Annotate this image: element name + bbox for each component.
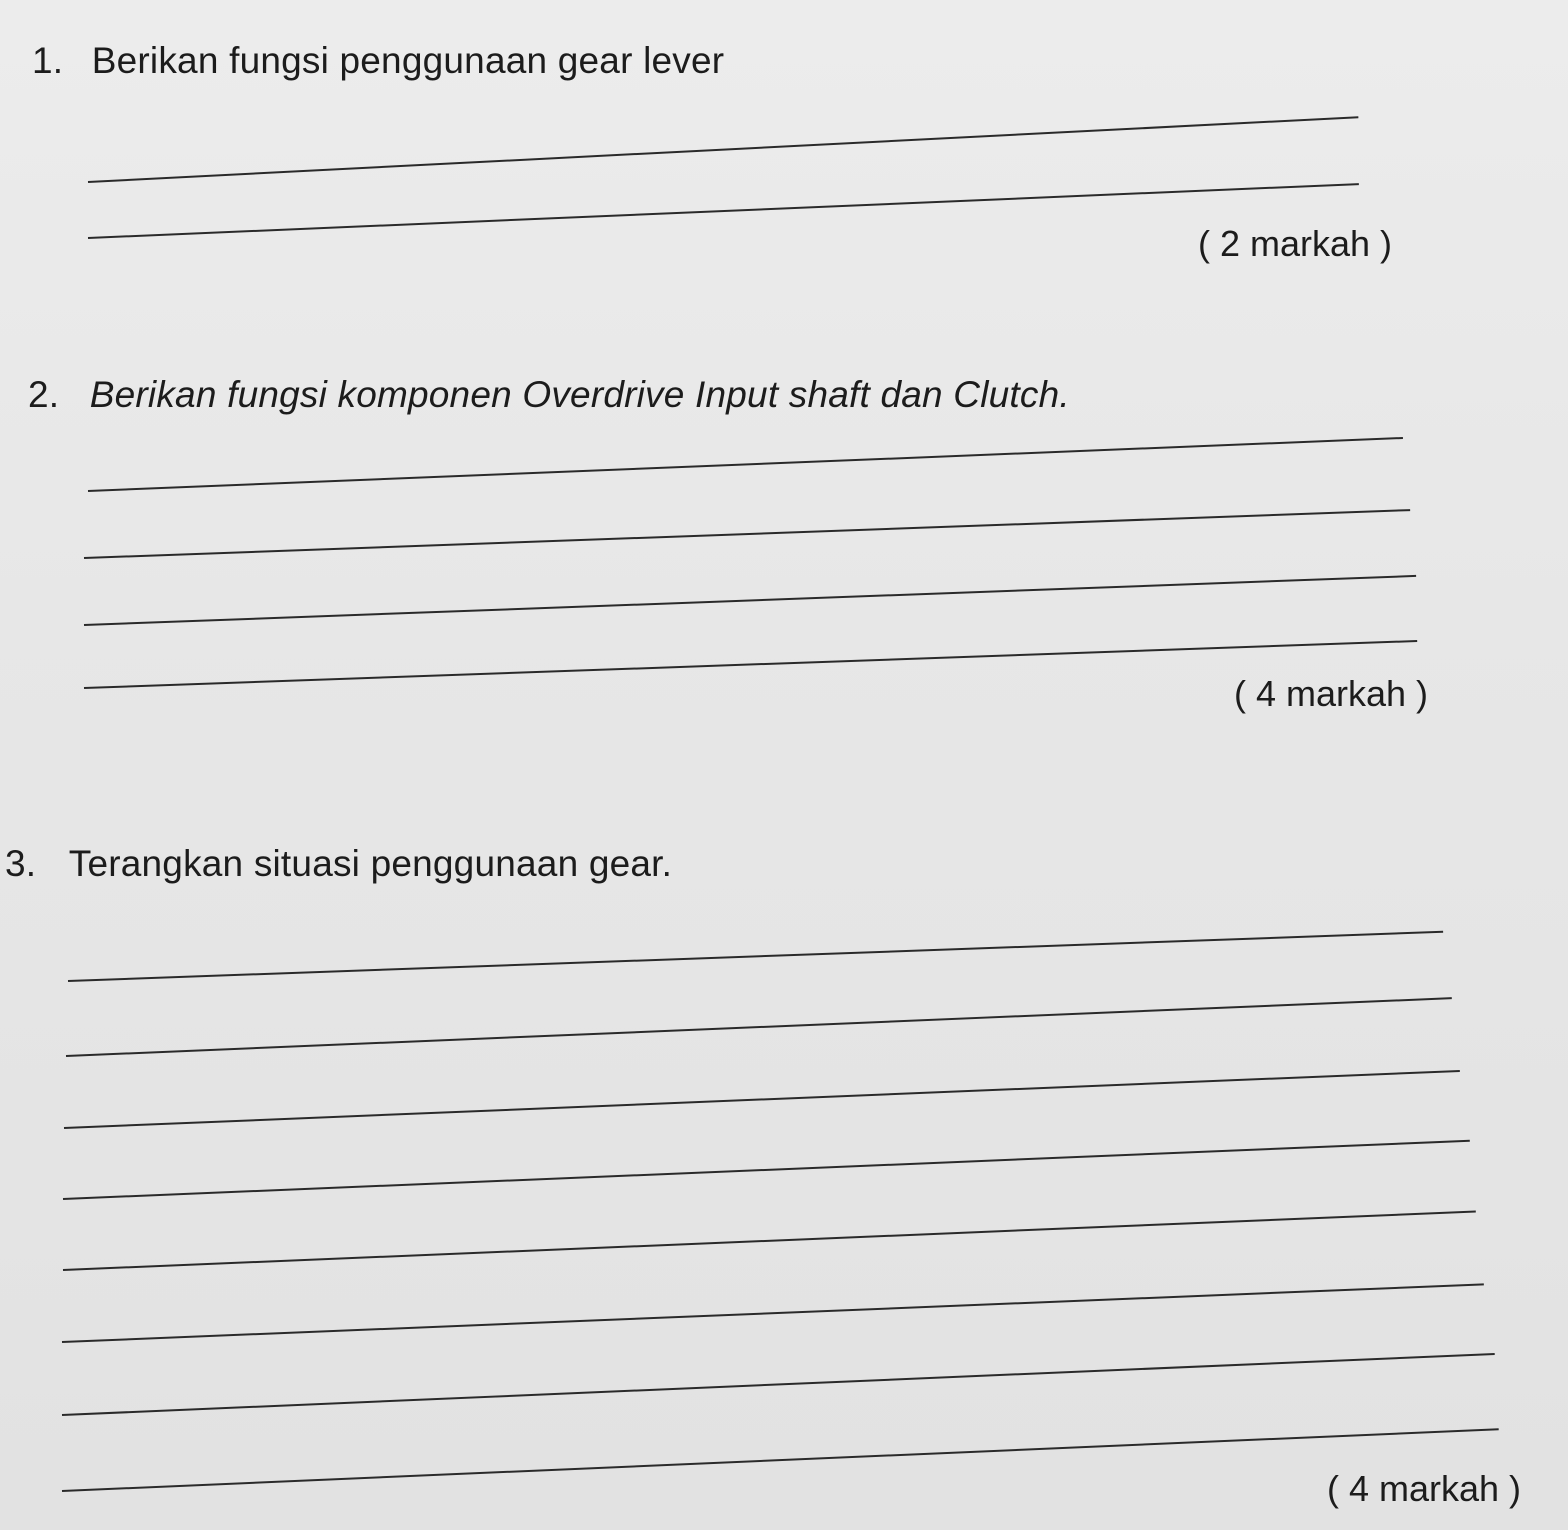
answer-line <box>84 509 1410 559</box>
question-text: Terangkan situasi penggunaan gear. <box>68 843 673 884</box>
marks-label: ( 4 markah ) <box>1327 1468 1522 1509</box>
question-3 <box>5 843 672 885</box>
question-1 <box>32 40 724 82</box>
answer-line <box>88 183 1359 239</box>
answer-line <box>66 997 1452 1057</box>
answer-line <box>62 1353 1495 1416</box>
answer-line <box>84 640 1417 689</box>
answer-line <box>64 1070 1460 1129</box>
question-number: 2. <box>28 374 60 415</box>
answer-line <box>63 1211 1476 1271</box>
marks-label: ( 2 markah ) <box>1198 223 1393 264</box>
question-text: Berikan fungsi komponen Overdrive Input shaft dan Clutch. <box>89 374 1070 415</box>
question-text: Berikan fungsi penggunaan gear lever <box>91 40 725 81</box>
answer-line <box>63 1140 1470 1200</box>
answer-line <box>62 1428 1499 1492</box>
marks-label: ( 4 markah ) <box>1234 673 1429 714</box>
question-2 <box>28 374 1070 416</box>
question-number: 1. <box>32 40 64 81</box>
answer-line <box>62 1283 1484 1343</box>
answer-line <box>88 437 1403 492</box>
answer-line <box>68 931 1443 982</box>
question-number: 3. <box>5 843 37 884</box>
answer-line <box>84 575 1416 626</box>
answer-line <box>88 116 1358 183</box>
